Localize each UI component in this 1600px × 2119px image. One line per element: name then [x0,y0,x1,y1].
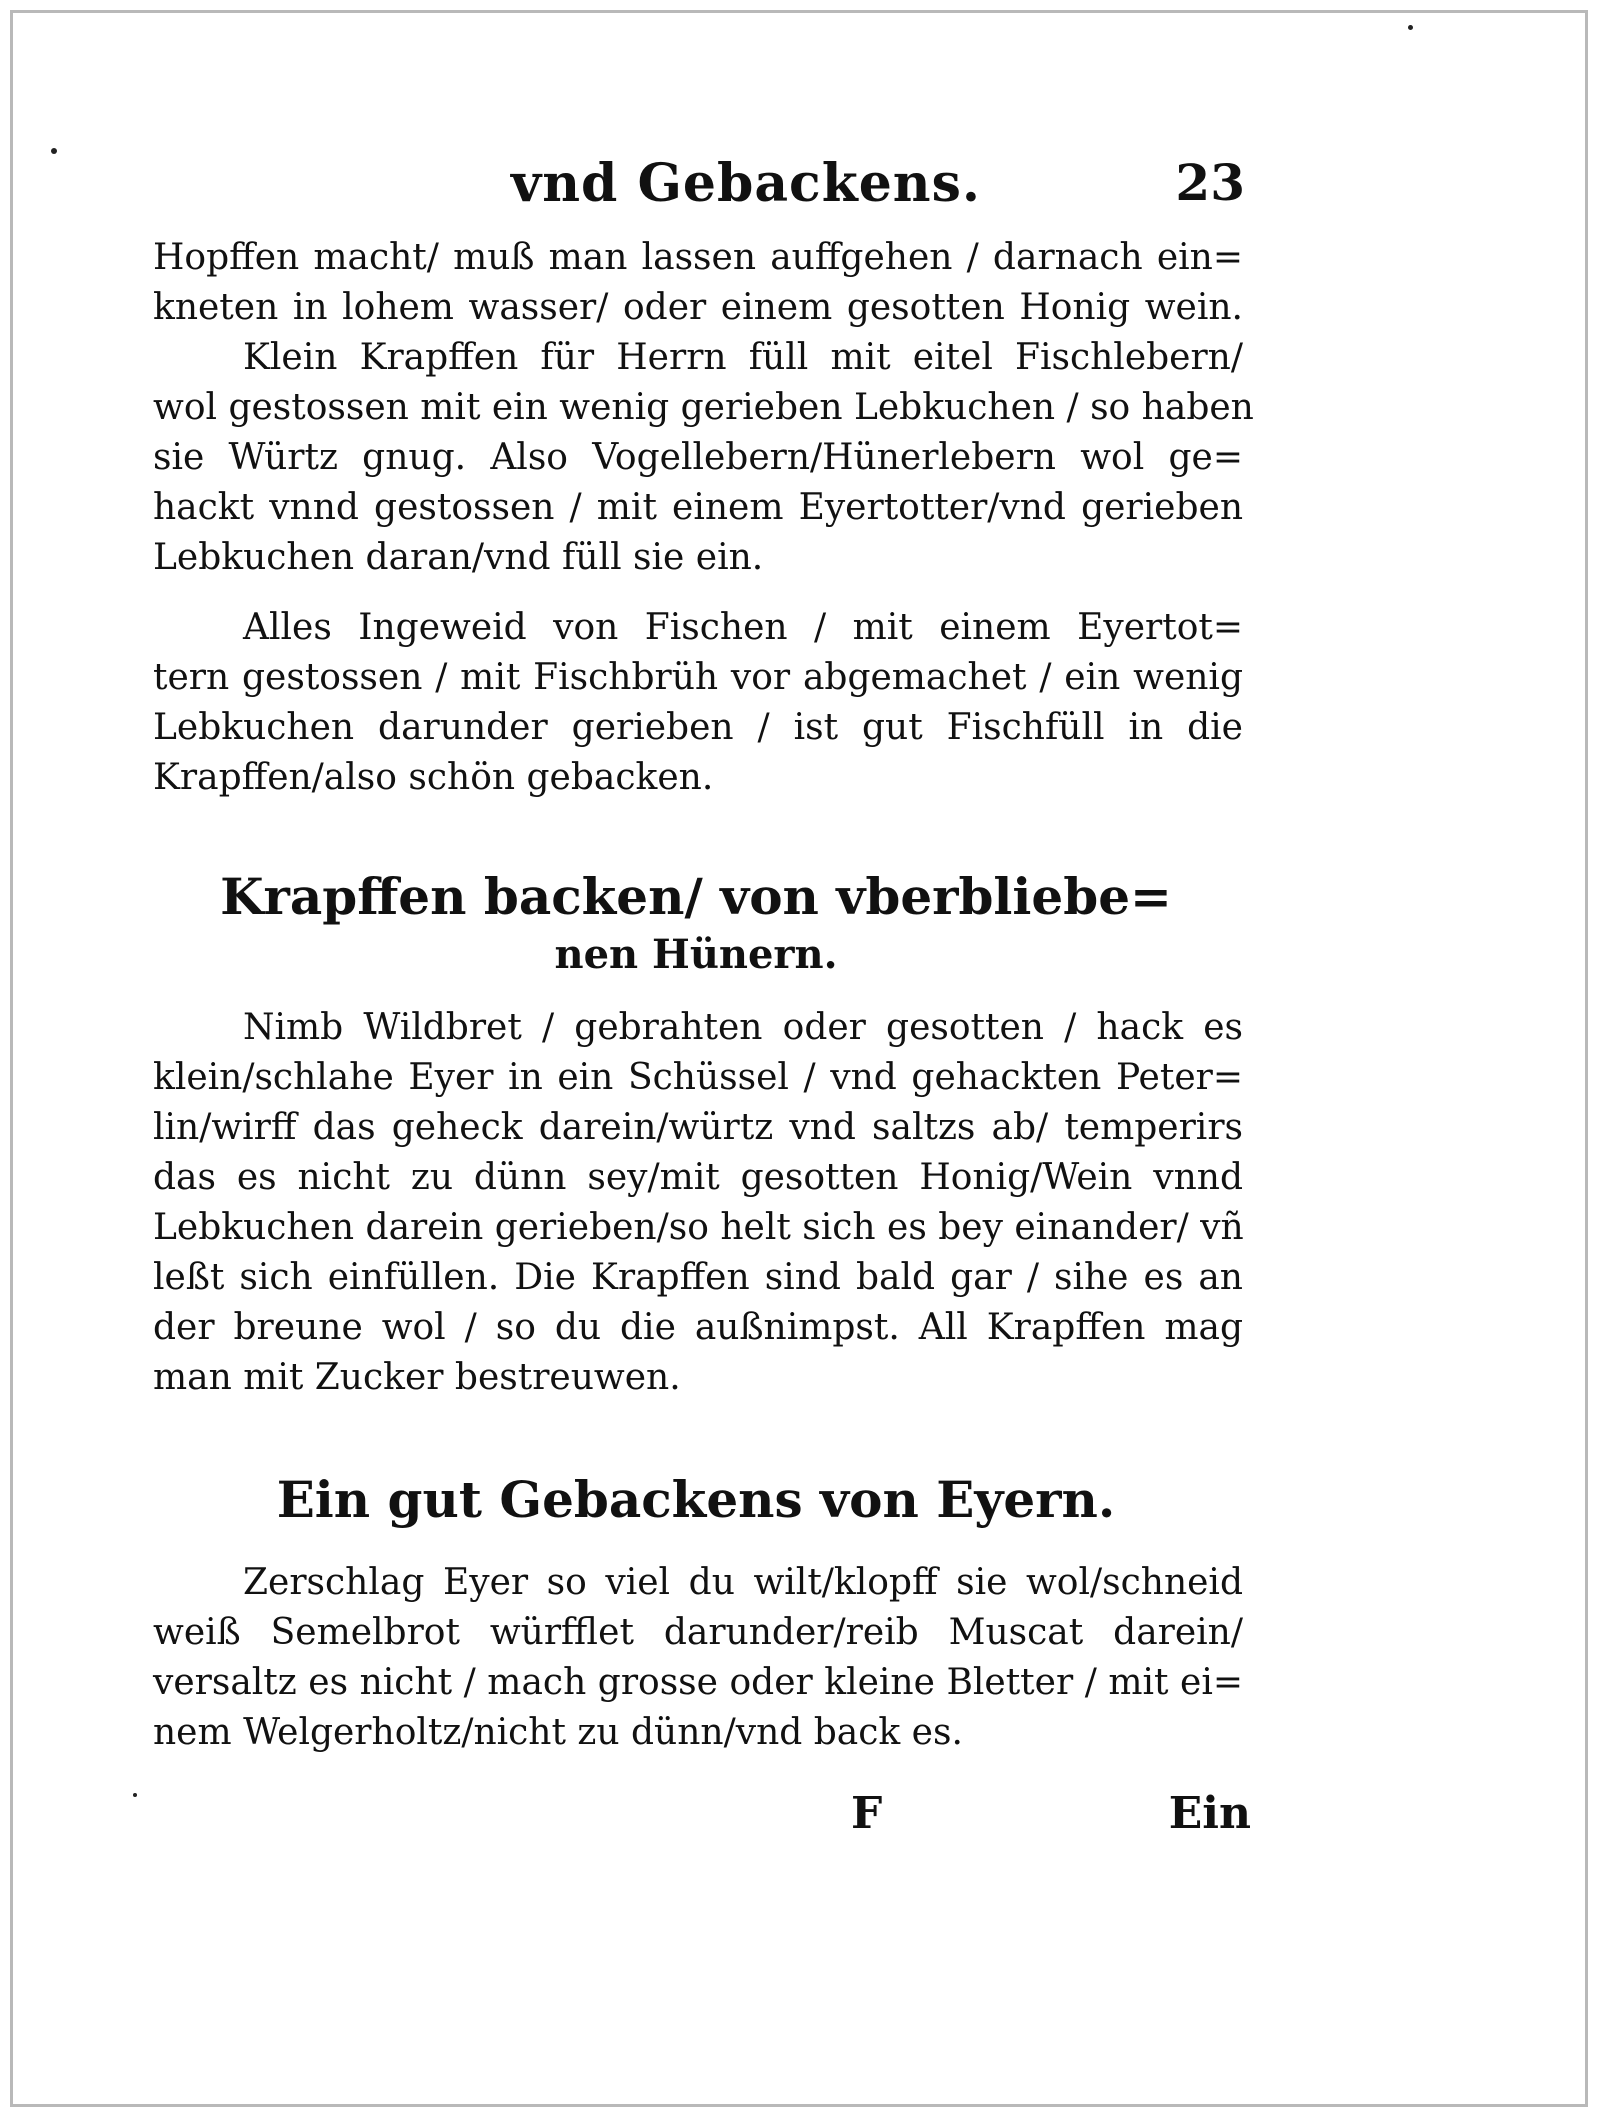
text-line: hackt vnnd gestossen / mit einem Eyertotter/vnd gerieben [153,487,1243,528]
page-frame [10,10,1588,2107]
text-line: tern gestossen / mit Fischbrüh vor abgemachet / ein wenig [153,657,1243,698]
text-line: klein/schlahe Eyer in ein Schüssel / vnd gehackten Peter= [153,1057,1243,1098]
running-head [141,153,1251,223]
text-line: Lebkuchen darein gerieben/so helt sich es bey einander/ vñ [153,1207,1244,1248]
paragraph-3 [153,603,1243,803]
paragraph-wildbret [153,1003,1243,1403]
text-line: wol gestossen mit ein wenig gerieben Lebkuchen / so haben [153,387,1254,428]
text-line: Klein Krapffen für Herrn füll mit eitel Fischlebern/ [243,337,1243,378]
text-line: Lebkuchen darunder gerieben / ist gut Fischfüll in die [153,707,1243,748]
text-line: Lebkuchen daran/vnd füll sie ein. [153,537,764,578]
text-line: Hopffen macht/ muß man lassen auffgehen / darnach ein= [153,237,1243,278]
text-line: leßt sich einfüllen. Die Krapffen sind bald gar / sihe es an [153,1257,1243,1298]
text-line: Zerschlag Eyer so viel du wilt/klopff sie wol/schneid [243,1562,1243,1603]
text-line: versaltz es nicht / mach grosse oder kleine Bletter / mit ei= [153,1662,1243,1703]
ink-speck [133,1793,137,1797]
book-page [141,143,1254,1863]
running-title: vnd Gebackens. [511,153,981,214]
paragraph-2 [153,333,1254,583]
page-footer [141,1788,1251,1848]
paragraph-zerschlag [153,1558,1243,1758]
section-heading-krapffen-cont: nen Hünern. [554,931,838,978]
text-line: kneten in lohem wasser/ oder einem gesotten Honig wein. [153,287,1243,328]
text-line: weiß Semelbrot würfflet darunder/reib Muscat darein/ [153,1612,1243,1653]
text-line: Nimb Wildbret / gebrahten oder gesotten / hack es [243,1007,1243,1048]
text-line: der breune wol / so du die außnimpst. All Krapffen mag [153,1307,1243,1348]
paragraph-1 [153,233,1243,333]
page-number: 23 [1175,153,1245,212]
text-line: Alles Ingeweid von Fischen / mit einem Eyertot= [243,607,1243,648]
text-line: man mit Zucker bestreuwen. [153,1357,681,1398]
section-heading-eyern: Ein gut Gebackens von Eyern. [276,1470,1116,1529]
ink-speck [1408,25,1413,30]
signature-mark: F [851,1788,883,1839]
text-line: nem Welgerholtz/nicht zu dünn/vnd back es. [153,1712,963,1753]
section-heading-krapffen: Krapffen backen/ von vberbliebe= [220,867,1172,926]
text-line: Krapffen/also schön gebacken. [153,757,714,798]
ink-speck [51,148,57,154]
text-line: das es nicht zu dünn sey/mit gesotten Honig/Wein vnnd [153,1157,1243,1198]
text-line: lin/wirff das geheck darein/würtz vnd saltzs ab/ temperirs [153,1107,1243,1148]
text-line: sie Würtz gnug. Also Vogellebern/Hünerlebern wol ge= [153,437,1243,478]
catchword: Ein [1168,1788,1251,1839]
